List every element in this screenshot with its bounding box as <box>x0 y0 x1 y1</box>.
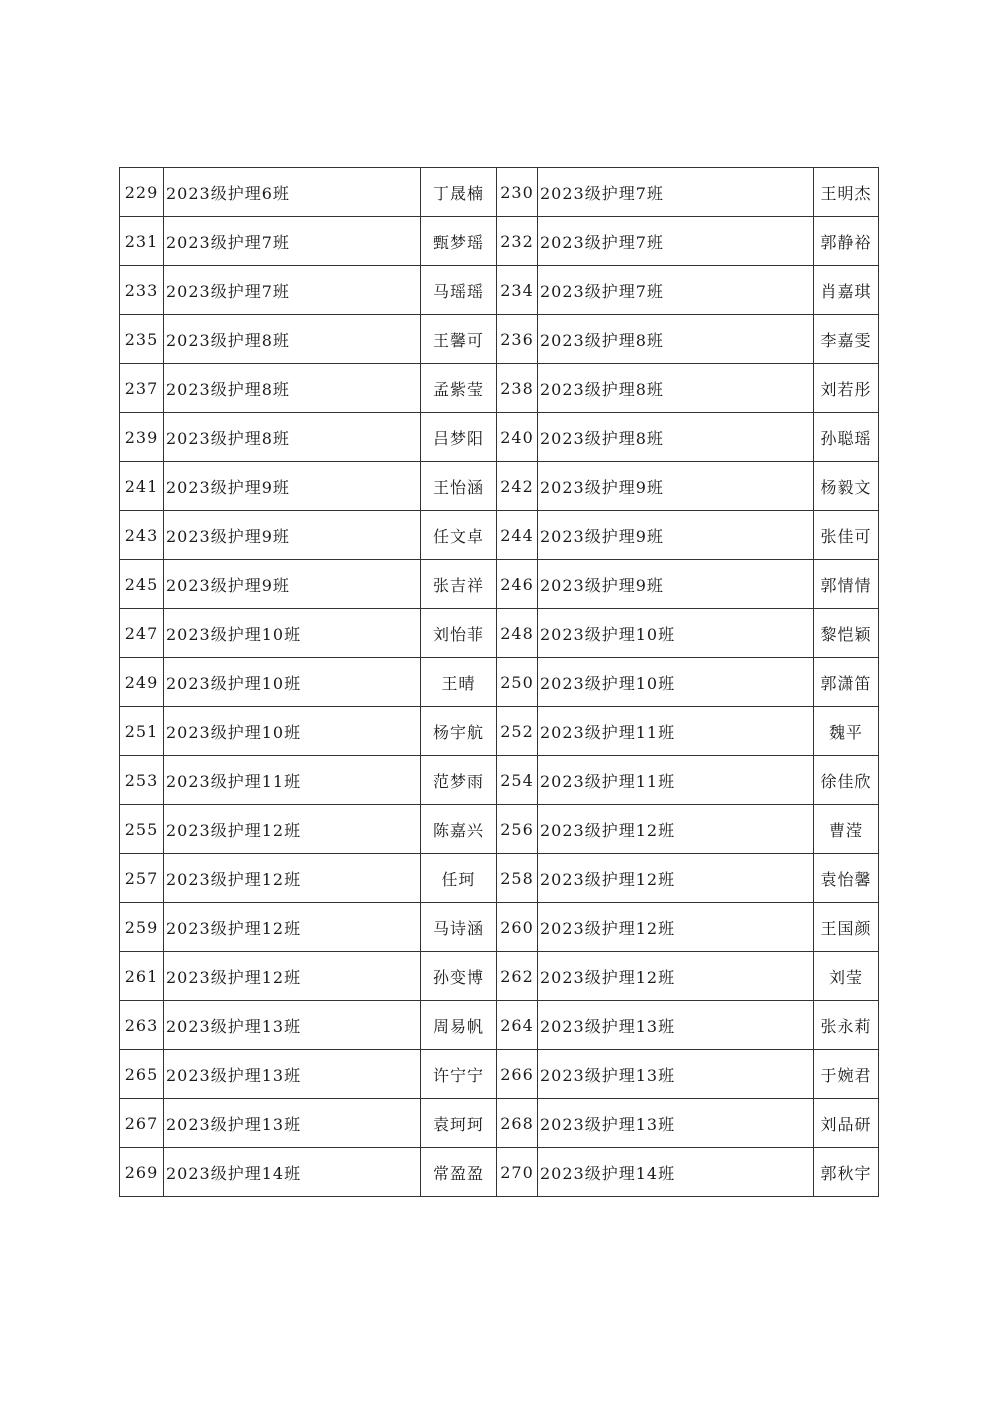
table-row <box>120 854 879 903</box>
student-name-cell: 李嘉雯 <box>814 315 879 364</box>
student-name-cell: 郭潇笛 <box>814 658 879 707</box>
student-number-cell: 230 <box>497 168 538 217</box>
roster-table <box>119 167 879 1197</box>
student-name-cell: 马瑶瑶 <box>421 266 497 315</box>
class-name-cell: 2023级护理12班 <box>538 903 814 952</box>
class-name-cell: 2023级护理12班 <box>538 952 814 1001</box>
student-name-cell: 杨宇航 <box>421 707 497 756</box>
student-number-cell: 268 <box>497 1099 538 1148</box>
student-number-cell: 241 <box>120 462 164 511</box>
student-name-cell: 任珂 <box>421 854 497 903</box>
class-name-cell: 2023级护理12班 <box>164 854 421 903</box>
student-name-cell: 张佳可 <box>814 511 879 560</box>
class-name-cell: 2023级护理9班 <box>538 560 814 609</box>
class-name-cell: 2023级护理9班 <box>164 560 421 609</box>
student-number-cell: 244 <box>497 511 538 560</box>
student-name-cell: 王馨可 <box>421 315 497 364</box>
student-name-cell: 郭情情 <box>814 560 879 609</box>
student-number-cell: 264 <box>497 1001 538 1050</box>
student-number-cell: 245 <box>120 560 164 609</box>
student-number-cell: 269 <box>120 1148 164 1197</box>
table-row <box>120 658 879 707</box>
class-name-cell: 2023级护理9班 <box>538 511 814 560</box>
class-name-cell: 2023级护理11班 <box>538 756 814 805</box>
student-number-cell: 261 <box>120 952 164 1001</box>
student-name-cell: 刘品研 <box>814 1099 879 1148</box>
table-row <box>120 217 879 266</box>
student-name-cell: 杨毅文 <box>814 462 879 511</box>
class-name-cell: 2023级护理8班 <box>538 364 814 413</box>
student-name-cell: 刘怡菲 <box>421 609 497 658</box>
class-name-cell: 2023级护理12班 <box>538 805 814 854</box>
class-name-cell: 2023级护理10班 <box>538 609 814 658</box>
student-name-cell: 刘若彤 <box>814 364 879 413</box>
class-name-cell: 2023级护理8班 <box>538 413 814 462</box>
table-row <box>120 364 879 413</box>
student-name-cell: 张吉祥 <box>421 560 497 609</box>
student-number-cell: 247 <box>120 609 164 658</box>
student-name-cell: 王国颜 <box>814 903 879 952</box>
student-name-cell: 曹滢 <box>814 805 879 854</box>
class-name-cell: 2023级护理12班 <box>164 952 421 1001</box>
student-name-cell: 郭静裕 <box>814 217 879 266</box>
student-number-cell: 257 <box>120 854 164 903</box>
student-number-cell: 243 <box>120 511 164 560</box>
student-number-cell: 235 <box>120 315 164 364</box>
student-name-cell: 徐佳欣 <box>814 756 879 805</box>
table-row <box>120 805 879 854</box>
student-number-cell: 256 <box>497 805 538 854</box>
student-number-cell: 233 <box>120 266 164 315</box>
table-row <box>120 756 879 805</box>
class-name-cell: 2023级护理10班 <box>164 609 421 658</box>
class-name-cell: 2023级护理9班 <box>164 462 421 511</box>
student-name-cell: 丁晟楠 <box>421 168 497 217</box>
student-name-cell: 马诗涵 <box>421 903 497 952</box>
student-number-cell: 239 <box>120 413 164 462</box>
class-name-cell: 2023级护理12班 <box>164 805 421 854</box>
class-name-cell: 2023级护理10班 <box>538 658 814 707</box>
student-number-cell: 265 <box>120 1050 164 1099</box>
student-number-cell: 242 <box>497 462 538 511</box>
student-name-cell: 郭秋宇 <box>814 1148 879 1197</box>
student-number-cell: 252 <box>497 707 538 756</box>
class-name-cell: 2023级护理9班 <box>164 511 421 560</box>
class-name-cell: 2023级护理7班 <box>538 266 814 315</box>
class-name-cell: 2023级护理13班 <box>538 1050 814 1099</box>
student-name-cell: 于婉君 <box>814 1050 879 1099</box>
student-number-cell: 248 <box>497 609 538 658</box>
table-row <box>120 511 879 560</box>
student-number-cell: 236 <box>497 315 538 364</box>
table-row <box>120 609 879 658</box>
class-name-cell: 2023级护理7班 <box>538 168 814 217</box>
student-name-cell: 吕梦阳 <box>421 413 497 462</box>
student-name-cell: 肖嘉琪 <box>814 266 879 315</box>
class-name-cell: 2023级护理8班 <box>164 364 421 413</box>
student-name-cell: 孟紫莹 <box>421 364 497 413</box>
student-number-cell: 270 <box>497 1148 538 1197</box>
table-row <box>120 952 879 1001</box>
student-name-cell: 袁珂珂 <box>421 1099 497 1148</box>
student-number-cell: 238 <box>497 364 538 413</box>
class-name-cell: 2023级护理8班 <box>164 315 421 364</box>
table-row <box>120 1001 879 1050</box>
student-number-cell: 232 <box>497 217 538 266</box>
class-name-cell: 2023级护理12班 <box>538 854 814 903</box>
student-name-cell: 孙聪瑶 <box>814 413 879 462</box>
student-number-cell: 262 <box>497 952 538 1001</box>
class-name-cell: 2023级护理12班 <box>164 903 421 952</box>
class-name-cell: 2023级护理13班 <box>164 1001 421 1050</box>
student-number-cell: 240 <box>497 413 538 462</box>
student-number-cell: 231 <box>120 217 164 266</box>
student-name-cell: 范梦雨 <box>421 756 497 805</box>
table-row <box>120 413 879 462</box>
student-number-cell: 249 <box>120 658 164 707</box>
class-name-cell: 2023级护理7班 <box>538 217 814 266</box>
class-name-cell: 2023级护理7班 <box>164 217 421 266</box>
student-name-cell: 常盈盈 <box>421 1148 497 1197</box>
student-name-cell: 孙变博 <box>421 952 497 1001</box>
student-name-cell: 甄梦瑶 <box>421 217 497 266</box>
student-name-cell: 周易帆 <box>421 1001 497 1050</box>
class-name-cell: 2023级护理10班 <box>164 658 421 707</box>
table-row <box>120 707 879 756</box>
class-name-cell: 2023级护理11班 <box>538 707 814 756</box>
student-name-cell: 刘莹 <box>814 952 879 1001</box>
student-name-cell: 张永莉 <box>814 1001 879 1050</box>
table-row <box>120 462 879 511</box>
table-row <box>120 1099 879 1148</box>
student-name-cell: 魏平 <box>814 707 879 756</box>
class-name-cell: 2023级护理8班 <box>538 315 814 364</box>
class-name-cell: 2023级护理13班 <box>538 1099 814 1148</box>
class-name-cell: 2023级护理6班 <box>164 168 421 217</box>
student-number-cell: 229 <box>120 168 164 217</box>
student-name-cell: 黎恺颖 <box>814 609 879 658</box>
class-name-cell: 2023级护理10班 <box>164 707 421 756</box>
student-name-cell: 王明杰 <box>814 168 879 217</box>
student-number-cell: 258 <box>497 854 538 903</box>
student-number-cell: 250 <box>497 658 538 707</box>
student-name-cell: 陈嘉兴 <box>421 805 497 854</box>
student-number-cell: 266 <box>497 1050 538 1099</box>
student-name-cell: 许宁宁 <box>421 1050 497 1099</box>
student-name-cell: 任文卓 <box>421 511 497 560</box>
student-name-cell: 王晴 <box>421 658 497 707</box>
class-name-cell: 2023级护理13班 <box>538 1001 814 1050</box>
class-name-cell: 2023级护理13班 <box>164 1050 421 1099</box>
student-name-cell: 袁怡馨 <box>814 854 879 903</box>
class-name-cell: 2023级护理8班 <box>164 413 421 462</box>
student-number-cell: 251 <box>120 707 164 756</box>
student-number-cell: 259 <box>120 903 164 952</box>
class-name-cell: 2023级护理7班 <box>164 266 421 315</box>
table-row <box>120 266 879 315</box>
table-row <box>120 1148 879 1197</box>
table-row <box>120 560 879 609</box>
roster-table-body <box>120 168 879 1197</box>
table-row <box>120 315 879 364</box>
student-number-cell: 246 <box>497 560 538 609</box>
table-row <box>120 903 879 952</box>
student-number-cell: 267 <box>120 1099 164 1148</box>
student-number-cell: 255 <box>120 805 164 854</box>
student-name-cell: 王怡涵 <box>421 462 497 511</box>
class-name-cell: 2023级护理13班 <box>164 1099 421 1148</box>
student-number-cell: 263 <box>120 1001 164 1050</box>
class-name-cell: 2023级护理14班 <box>164 1148 421 1197</box>
class-name-cell: 2023级护理9班 <box>538 462 814 511</box>
student-number-cell: 260 <box>497 903 538 952</box>
class-name-cell: 2023级护理11班 <box>164 756 421 805</box>
student-number-cell: 253 <box>120 756 164 805</box>
student-number-cell: 237 <box>120 364 164 413</box>
class-name-cell: 2023级护理14班 <box>538 1148 814 1197</box>
student-number-cell: 234 <box>497 266 538 315</box>
table-row <box>120 1050 879 1099</box>
table-row <box>120 168 879 217</box>
student-number-cell: 254 <box>497 756 538 805</box>
